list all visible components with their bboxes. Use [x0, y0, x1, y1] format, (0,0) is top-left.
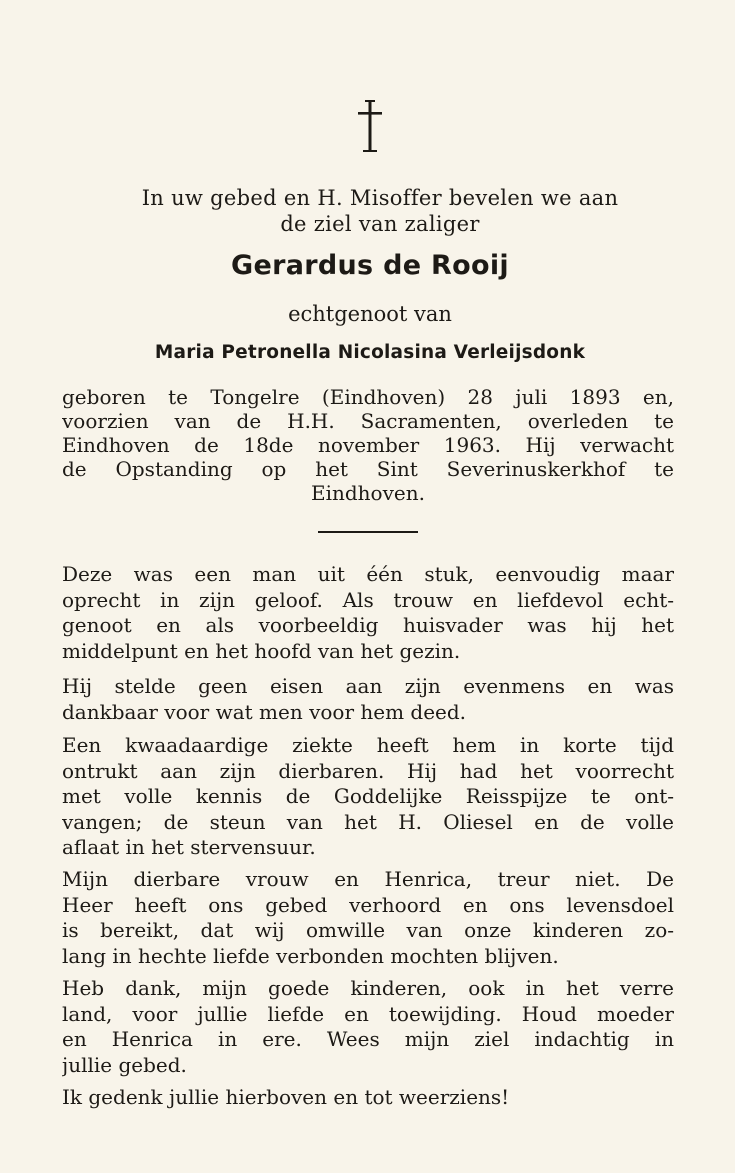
cross-icon — [355, 100, 385, 152]
text-line: Deze was een man uit één stuk, eenvoudig maar — [62, 562, 674, 586]
paragraph-farewell-wife — [62, 867, 674, 969]
text-line: dankbaar voor wat men voor hem deed. — [62, 699, 467, 724]
text-line: is bereikt, dat wij omwille van onze kinderen zo- — [62, 918, 674, 942]
bio-paragraph — [62, 385, 674, 505]
text-line: Hij stelde geen eisen aan zijn evenmens en was — [62, 674, 674, 698]
paragraph-humility — [62, 674, 674, 725]
text-line: Een kwaadaardige ziekte heeft hem in korte tijd — [62, 733, 674, 757]
text-line: vangen; de steun van het H. Oliesel en de volle — [62, 809, 674, 834]
text-line: oprecht in zijn geloof. Als trouw en liefdevol echt- — [62, 587, 674, 612]
bio-line: Eindhoven. — [311, 481, 425, 505]
spouse-name: Maria Petronella Nicolasina Verleijsdonk — [154, 342, 586, 363]
bio-line: voorzien van de H.H. Sacramenten, overleden te — [62, 409, 674, 433]
bio-line: geboren te Tongelre (Eindhoven) 28 juli 1893 en, — [62, 385, 674, 409]
paragraph-illness — [62, 733, 674, 861]
bio-line: de Opstanding op het Sint Severinuskerkhof te — [62, 457, 674, 481]
intro-line: de ziel van zaliger — [280, 212, 480, 236]
text-line: Ik gedenk jullie hierboven en tot weerziens! — [62, 1085, 510, 1109]
bio-line: Eindhoven de 18de november 1963. Hij verwacht — [62, 433, 674, 457]
deceased-name: Gerardus de Rooij — [231, 250, 509, 281]
intro-line: In uw gebed en H. Misoffer bevelen we aan — [141, 186, 619, 210]
paragraph-thanks-children — [62, 976, 674, 1078]
paragraph-closing — [62, 1085, 674, 1111]
paragraph-character — [62, 562, 674, 664]
text-line: ontrukt aan zijn dierbaren. Hij had het voorrecht — [62, 758, 674, 783]
text-line: Heb dank, mijn goede kinderen, ook in het verre — [62, 976, 674, 1000]
intro-text — [60, 185, 700, 237]
spouse-label: echtgenoot van — [288, 302, 452, 326]
text-line: land, voor jullie liefde en toewijding. Houd moeder — [62, 1001, 674, 1026]
text-line: genoot en als voorbeeldig huisvader was hij het — [62, 613, 674, 637]
divider — [318, 531, 418, 533]
text-line: lang in hechte liefde verbonden mochten blijven. — [62, 943, 559, 968]
text-line: Heer heeft ons gebed verhoord en ons levensdoel — [62, 892, 674, 917]
text-line: jullie gebed. — [62, 1052, 187, 1077]
text-line: middelpunt en het hoofd van het gezin. — [62, 638, 461, 663]
text-line: en Henrica in ere. Wees mijn ziel indachtig in — [62, 1027, 674, 1051]
text-line: aflaat in het stervensuur. — [62, 835, 316, 859]
text-line: Mijn dierbare vrouw en Henrica, treur niet. De — [62, 867, 674, 891]
text-line: met volle kennis de Goddelijke Reisspijze te ont- — [62, 784, 674, 808]
